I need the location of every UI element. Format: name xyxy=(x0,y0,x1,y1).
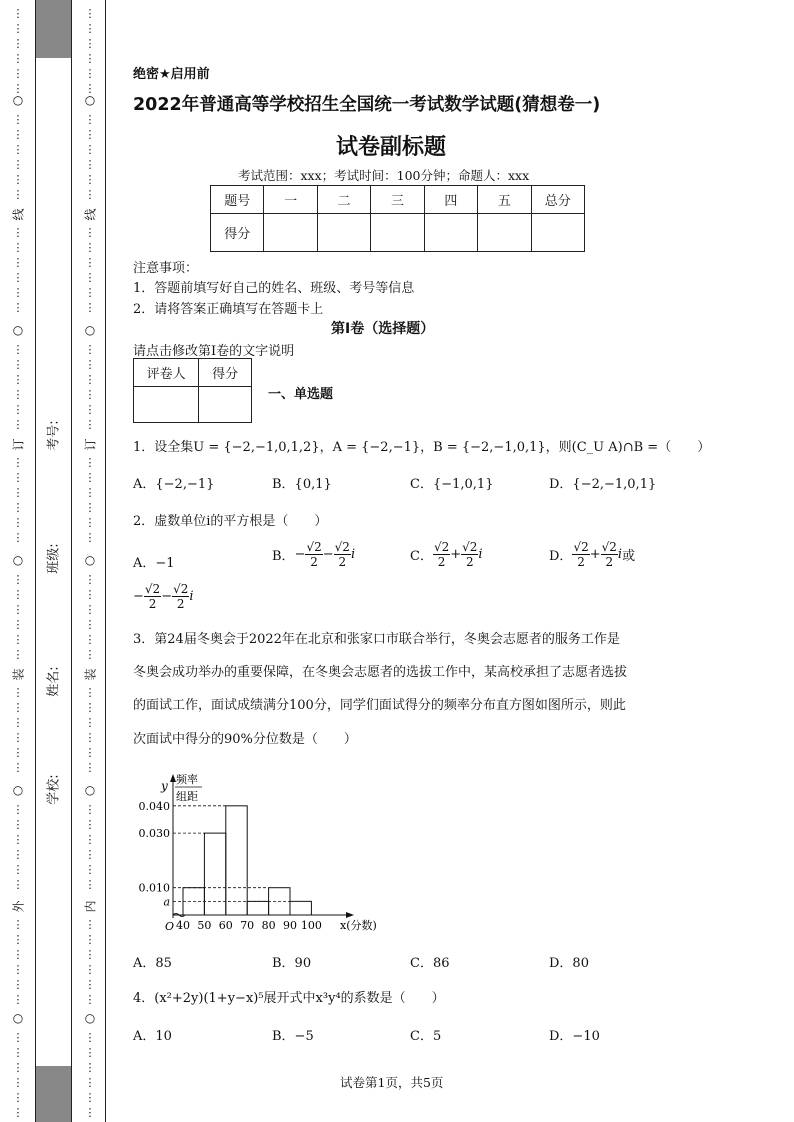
fraction xyxy=(572,540,589,569)
inner-binding-dot: ⋮ xyxy=(84,603,96,616)
q3-option-a[interactable]: A．85 xyxy=(133,956,172,971)
score-cell[interactable] xyxy=(531,214,584,252)
x-tick-label: 80 xyxy=(261,919,276,932)
outer-binding-dot: ⋮ xyxy=(12,1046,24,1059)
x-tick-label: 100 xyxy=(300,919,322,932)
inner-binding-dot: ⋮ xyxy=(84,128,96,141)
outer-binding-dot: ⋮ xyxy=(12,633,24,646)
outer-binding-dot: ⋮ xyxy=(12,863,24,876)
origin-label: O xyxy=(165,920,175,933)
inner-binding-dot: ⋮ xyxy=(84,963,96,976)
grader-cell[interactable] xyxy=(199,387,252,423)
minus-sign: − xyxy=(133,589,144,604)
histogram-dashed-guides xyxy=(173,806,290,902)
histogram-bar xyxy=(204,833,225,915)
inner-binding-dot: ⋮ xyxy=(84,67,96,80)
y-label-top: 频率 xyxy=(176,773,198,786)
inner-binding-dot: ⋮ xyxy=(84,256,96,269)
outer-binding-dot: ⋮ xyxy=(12,501,24,514)
outer-binding-dot: ⋮ xyxy=(12,848,24,861)
inner-binding-dot: ⋮ xyxy=(84,158,96,171)
outer-binding-dot: ⋮ xyxy=(12,818,24,831)
inner-binding-dot: ⋮ xyxy=(84,761,96,774)
inner-binding-dot: ⋮ xyxy=(84,286,96,299)
q4-option-b[interactable]: B．−5 xyxy=(272,1029,314,1044)
grader-cell[interactable] xyxy=(134,387,199,423)
part1-title: 第I卷（选择题） xyxy=(331,321,435,337)
q2-option-d[interactable] xyxy=(549,540,635,569)
grader-table xyxy=(133,358,252,423)
x-tick-label: 60 xyxy=(218,919,233,932)
q1-option-d[interactable]: D．{−2,−1,0,1} xyxy=(549,477,657,492)
q2-option-d-continued xyxy=(133,582,194,611)
inner-binding-dot: ⋮ xyxy=(84,1061,96,1074)
outer-binding-mark: ○ xyxy=(12,93,24,107)
inner-binding-dot: ⋮ xyxy=(84,531,96,544)
inner-binding-dot: ⋮ xyxy=(84,343,96,356)
inner-binding-dot: ⋮ xyxy=(84,1091,96,1104)
fraction-numerator: √2 xyxy=(462,540,478,554)
section-title: 一、单选题 xyxy=(268,387,334,402)
inner-binding-dot: ⋮ xyxy=(84,7,96,20)
inner-binding-dot: ⋮ xyxy=(84,456,96,469)
fraction xyxy=(601,540,618,569)
imag-unit: i xyxy=(478,547,483,562)
q4-option-c[interactable]: C．5 xyxy=(410,1029,442,1044)
outer-binding-mark: ○ xyxy=(12,783,24,797)
score-cell[interactable] xyxy=(371,214,424,252)
outer-binding-dot: ⋮ xyxy=(12,403,24,416)
inner-binding-dot: ⋮ xyxy=(84,1106,96,1119)
question-3-line: 3．第24届冬奥会于2022年在北京和张家口市联合举行，冬奥会志愿者的服务工作是 xyxy=(133,632,620,647)
outer-binding-dot: ⋮ xyxy=(12,1061,24,1074)
outer-binding-dot: ⋮ xyxy=(12,716,24,729)
outer-binding-dot: ⋮ xyxy=(12,516,24,529)
notes-title: 注意事项： xyxy=(133,261,199,276)
outer-binding-dot: ⋮ xyxy=(12,918,24,931)
outer-binding-dot: ⋮ xyxy=(12,188,24,201)
y-tick-label: 0.010 xyxy=(138,881,170,895)
inner-binding-dot: ⋮ xyxy=(84,486,96,499)
fraction xyxy=(144,582,161,611)
plus-sign: + xyxy=(589,547,601,562)
option-letter: D． xyxy=(549,549,573,564)
outer-binding-dot: ⋮ xyxy=(12,358,24,371)
part1-description[interactable]: 请点击修改第I卷的文字说明 xyxy=(133,344,295,359)
inner-binding-dot: ⋮ xyxy=(84,373,96,386)
outer-binding-dot: ⋮ xyxy=(12,226,24,239)
inner-binding-dot: ⋮ xyxy=(84,471,96,484)
outer-binding-dot: ⋮ xyxy=(12,573,24,586)
outer-binding-dot: ⋮ xyxy=(12,82,24,95)
inner-binding-dot: ⋮ xyxy=(84,1031,96,1044)
exam-title: 2022年普通高等学校招生全国统一考试数学试题(猜想卷一) xyxy=(133,95,601,115)
question-3-line: 冬奥会成功举办的重要保障，在冬奥会志愿者的选拔工作中，某高校承担了志愿者选拔 xyxy=(133,665,628,680)
inner-binding-dot: ⋮ xyxy=(84,37,96,50)
fraction xyxy=(172,582,189,611)
outer-binding-dot: ⋮ xyxy=(12,286,24,299)
outer-binding-mark: 外 xyxy=(11,900,26,913)
outer-binding-mark: 线 xyxy=(11,208,26,221)
y-tick-label: a xyxy=(163,895,170,909)
histogram-bars xyxy=(183,806,311,915)
secret-label: 绝密★启用前 xyxy=(133,67,210,82)
outer-binding-dot: ⋮ xyxy=(12,993,24,1006)
inner-binding-dot: ⋮ xyxy=(84,731,96,744)
outer-binding-dot: ⋮ xyxy=(12,388,24,401)
outer-binding-dot: ⋮ xyxy=(12,67,24,80)
outer-binding-dot: ⋮ xyxy=(12,648,24,661)
outer-binding-dot: ⋮ xyxy=(12,833,24,846)
binding-line-right xyxy=(71,0,72,1122)
inner-binding-dot: ⋮ xyxy=(84,173,96,186)
inner-binding-mark: ○ xyxy=(84,1011,96,1025)
fraction-numerator: √2 xyxy=(433,540,450,554)
q4-option-a[interactable]: A．10 xyxy=(133,1029,172,1044)
minus-sign: − xyxy=(161,589,173,604)
exam-subtitle: 试卷副标题 xyxy=(336,135,447,160)
q2-option-b[interactable] xyxy=(272,540,355,569)
score-header-cell: 总分 xyxy=(531,186,584,214)
outer-binding-dot: ⋮ xyxy=(12,52,24,65)
fraction-numerator: √2 xyxy=(144,582,161,596)
fraction-numerator: √2 xyxy=(306,540,322,554)
question-3-line: 的面试工作，面试成绩满分100分，同学们面试得分的频率分布直方图如图所示，则此 xyxy=(133,698,626,713)
score-header-cell: 二 xyxy=(317,186,370,214)
fraction xyxy=(305,540,322,569)
outer-binding-dot: ⋮ xyxy=(12,603,24,616)
inner-binding-dot: ⋮ xyxy=(84,746,96,759)
inner-binding-mark: ○ xyxy=(84,553,96,567)
y-label-bottom: 组距 xyxy=(176,790,198,803)
outer-binding-dot: ⋮ xyxy=(12,1106,24,1119)
question-1-stem: 1．设全集U = {−2,−1,0,1,2}，A = {−2,−1}，B = {−2,−1,0,1}，则(C_U A)∩B =（ ） xyxy=(133,440,711,455)
outer-binding-dot: ⋮ xyxy=(12,531,24,544)
inner-binding-dot: ⋮ xyxy=(84,633,96,646)
inner-binding-dot: ⋮ xyxy=(84,716,96,729)
fraction xyxy=(433,540,450,569)
frequency-histogram xyxy=(128,770,398,938)
inner-binding-dot: ⋮ xyxy=(84,418,96,431)
outer-binding-dot: ⋮ xyxy=(12,1076,24,1089)
fraction-denominator: 2 xyxy=(310,555,318,569)
inner-binding-mark: ○ xyxy=(84,783,96,797)
outer-binding-dot: ⋮ xyxy=(12,878,24,891)
inner-binding-dot: ⋮ xyxy=(84,993,96,1006)
outer-binding-dot: ⋮ xyxy=(12,418,24,431)
outer-binding-dot: ⋮ xyxy=(12,301,24,314)
field-school-label: 学校: xyxy=(46,774,62,805)
fraction xyxy=(334,540,351,569)
inner-binding-dot: ⋮ xyxy=(84,833,96,846)
inner-binding-dot: ⋮ xyxy=(84,818,96,831)
outer-binding-dot: ⋮ xyxy=(12,37,24,50)
inner-binding-mark: ○ xyxy=(84,323,96,337)
score-header-cell: 三 xyxy=(371,186,424,214)
inner-binding-mark: 订 xyxy=(83,438,98,451)
outer-binding-dot: ⋮ xyxy=(12,933,24,946)
option-letter: B． xyxy=(272,549,295,564)
q3-option-b[interactable]: B．90 xyxy=(272,956,312,971)
outer-binding-mark: 订 xyxy=(11,438,26,451)
inner-binding-dot: ⋮ xyxy=(84,241,96,254)
inner-binding-dot: ⋮ xyxy=(84,52,96,65)
score-header-cell: 一 xyxy=(264,186,317,214)
score-cell[interactable] xyxy=(264,214,317,252)
fraction-numerator: √2 xyxy=(573,540,589,554)
inner-binding-dot: ⋮ xyxy=(84,82,96,95)
inner-binding-dot: ⋮ xyxy=(84,271,96,284)
or-word: 或 xyxy=(622,549,636,564)
inner-binding-dot: ⋮ xyxy=(84,878,96,891)
inner-binding-dot: ⋮ xyxy=(84,686,96,699)
field-exam-number-label: 考号: xyxy=(46,420,62,451)
fraction-numerator: √2 xyxy=(334,540,350,554)
inner-binding-dot: ⋮ xyxy=(84,918,96,931)
inner-binding-dot: ⋮ xyxy=(84,1076,96,1089)
fraction xyxy=(461,540,478,569)
outer-binding-dot: ⋮ xyxy=(12,1031,24,1044)
outer-binding-dot: ⋮ xyxy=(12,761,24,774)
outer-binding-dot: ⋮ xyxy=(12,158,24,171)
inner-binding-dot: ⋮ xyxy=(84,588,96,601)
outer-binding-dot: ⋮ xyxy=(12,948,24,961)
outer-binding-dot: ⋮ xyxy=(12,803,24,816)
question-4-stem: 4．(x²+2y)(1+y−x)⁵展开式中x³y⁴的系数是（ ） xyxy=(133,991,445,1006)
inner-binding-dot: ⋮ xyxy=(84,22,96,35)
x-tick-label: 40 xyxy=(176,919,190,932)
score-row-label: 得分 xyxy=(211,214,264,252)
outer-binding-dot: ⋮ xyxy=(12,471,24,484)
inner-binding-dot: ⋮ xyxy=(84,113,96,126)
outer-binding-dot: ⋮ xyxy=(12,343,24,356)
option-letter: C． xyxy=(410,549,433,564)
score-cell[interactable] xyxy=(424,214,477,252)
score-header-cell: 题号 xyxy=(211,186,264,214)
page-edge-line xyxy=(105,0,106,1122)
outer-binding-dot: ⋮ xyxy=(12,7,24,20)
outer-binding-dot: ⋮ xyxy=(12,456,24,469)
question-2-stem: 2．虚数单位i的平方根是（ ） xyxy=(133,514,328,529)
inner-binding-dot: ⋮ xyxy=(84,948,96,961)
histogram-bar xyxy=(290,901,311,915)
x-tick-label: 50 xyxy=(197,919,212,932)
plus-sign: + xyxy=(450,547,462,562)
fraction-numerator: √2 xyxy=(173,582,189,596)
outer-binding-mark: ○ xyxy=(12,323,24,337)
inner-binding-mark: 装 xyxy=(83,668,98,681)
imag-unit: i xyxy=(189,589,194,604)
question-3-line: 次面试中得分的90%分位数是（ ） xyxy=(133,732,357,747)
field-class-label: 班级: xyxy=(46,543,62,574)
fraction-denominator: 2 xyxy=(605,555,614,569)
x-tick-label: 90 xyxy=(283,919,297,932)
score-header-cell: 五 xyxy=(478,186,531,214)
outer-binding-dot: ⋮ xyxy=(12,486,24,499)
inner-binding-dot: ⋮ xyxy=(84,403,96,416)
score-cell[interactable] xyxy=(317,214,370,252)
outer-binding-dot: ⋮ xyxy=(12,1091,24,1104)
fraction-denominator: 2 xyxy=(338,555,347,569)
q4-option-d[interactable]: D．−10 xyxy=(549,1029,600,1044)
inner-binding-dot: ⋮ xyxy=(84,388,96,401)
q2-option-c[interactable] xyxy=(410,540,483,569)
inner-binding-dot: ⋮ xyxy=(84,301,96,314)
q1-option-c[interactable]: C．{−1,0,1} xyxy=(410,477,494,492)
minus-sign: − xyxy=(322,547,334,562)
inner-binding-dot: ⋮ xyxy=(84,978,96,991)
histogram-labels xyxy=(139,772,377,933)
binding-gray-bottom xyxy=(36,1066,71,1122)
q1-option-a[interactable]: A．{−2,−1} xyxy=(133,477,215,492)
outer-binding-dot: ⋮ xyxy=(12,588,24,601)
outer-binding-dot: ⋮ xyxy=(12,271,24,284)
x-tick-label: 70 xyxy=(240,919,255,932)
fraction-numerator: √2 xyxy=(601,540,617,554)
fraction-denominator: 2 xyxy=(437,555,446,569)
y-tick-label: 0.030 xyxy=(138,827,170,841)
x-axis-arrow xyxy=(346,912,354,918)
y-axis-letter: y xyxy=(161,779,168,793)
inner-binding-dot: ⋮ xyxy=(84,188,96,201)
outer-binding-dot: ⋮ xyxy=(12,256,24,269)
outer-binding-dot: ⋮ xyxy=(12,746,24,759)
outer-binding-dot: ⋮ xyxy=(12,701,24,714)
inner-binding-dot: ⋮ xyxy=(84,573,96,586)
inner-binding-dot: ⋮ xyxy=(84,701,96,714)
score-table xyxy=(210,185,585,252)
outer-binding-dot: ⋮ xyxy=(12,731,24,744)
inner-binding-dot: ⋮ xyxy=(84,143,96,156)
inner-binding-dot: ⋮ xyxy=(84,358,96,371)
exam-info: 考试范围：xxx；考试时间：100分钟；命题人：xxx xyxy=(238,168,530,183)
outer-binding-dot: ⋮ xyxy=(12,128,24,141)
inner-binding-dot: ⋮ xyxy=(84,803,96,816)
minus-sign: − xyxy=(294,547,306,562)
histogram-bar xyxy=(247,901,268,915)
field-name-label: 姓名: xyxy=(46,666,62,697)
note-item: 1．答题前填写好自己的姓名、班级、考号等信息 xyxy=(133,281,415,296)
outer-binding-dot: ⋮ xyxy=(12,618,24,631)
note-item: 2．请将答案正确填写在答题卡上 xyxy=(133,302,324,317)
outer-binding-mark: 装 xyxy=(11,668,26,681)
inner-binding-mark: ○ xyxy=(84,93,96,107)
inner-binding-dot: ⋮ xyxy=(84,848,96,861)
inner-binding-mark: 内 xyxy=(83,900,98,913)
score-cell[interactable] xyxy=(478,214,531,252)
q3-option-d[interactable]: D．80 xyxy=(549,956,589,971)
inner-binding-dot: ⋮ xyxy=(84,516,96,529)
outer-binding-dot: ⋮ xyxy=(12,373,24,386)
histogram-bar xyxy=(226,806,247,915)
fraction-denominator: 2 xyxy=(577,555,585,569)
q1-option-b[interactable]: B．{0,1} xyxy=(272,477,332,492)
imag-unit: i xyxy=(617,547,623,562)
inner-binding-dot: ⋮ xyxy=(84,501,96,514)
outer-binding-dot: ⋮ xyxy=(12,963,24,976)
page-footer: 试卷第1页，共5页 xyxy=(340,1075,444,1090)
inner-binding-dot: ⋮ xyxy=(84,226,96,239)
outer-binding-dot: ⋮ xyxy=(12,241,24,254)
score-header-cell: 四 xyxy=(424,186,477,214)
inner-binding-dot: ⋮ xyxy=(84,863,96,876)
fraction-denominator: 2 xyxy=(148,597,157,611)
outer-binding-dot: ⋮ xyxy=(12,113,24,126)
outer-binding-mark: ○ xyxy=(12,553,24,567)
outer-binding-dot: ⋮ xyxy=(12,686,24,699)
binding-line-left xyxy=(35,0,36,1122)
imag-unit: i xyxy=(350,547,356,562)
binding-gray-top xyxy=(36,0,71,58)
x-axis-label: x(分数) xyxy=(340,919,377,932)
q2-option-a[interactable]: A．−1 xyxy=(133,556,175,571)
fraction-denominator: 2 xyxy=(176,597,185,611)
inner-binding-dot: ⋮ xyxy=(84,1046,96,1059)
grader-header-cell: 得分 xyxy=(199,359,252,387)
outer-binding-dot: ⋮ xyxy=(12,978,24,991)
grader-header-cell: 评卷人 xyxy=(134,359,199,387)
inner-binding-dot: ⋮ xyxy=(84,618,96,631)
fraction-denominator: 2 xyxy=(465,555,474,569)
outer-binding-dot: ⋮ xyxy=(12,173,24,186)
outer-binding-dot: ⋮ xyxy=(12,143,24,156)
y-tick-label: 0.040 xyxy=(138,799,170,813)
inner-binding-dot: ⋮ xyxy=(84,933,96,946)
inner-binding-mark: 线 xyxy=(83,208,98,221)
inner-binding-dot: ⋮ xyxy=(84,648,96,661)
outer-binding-mark: ○ xyxy=(12,1011,24,1025)
q3-option-c[interactable]: C．86 xyxy=(410,956,450,971)
outer-binding-dot: ⋮ xyxy=(12,22,24,35)
